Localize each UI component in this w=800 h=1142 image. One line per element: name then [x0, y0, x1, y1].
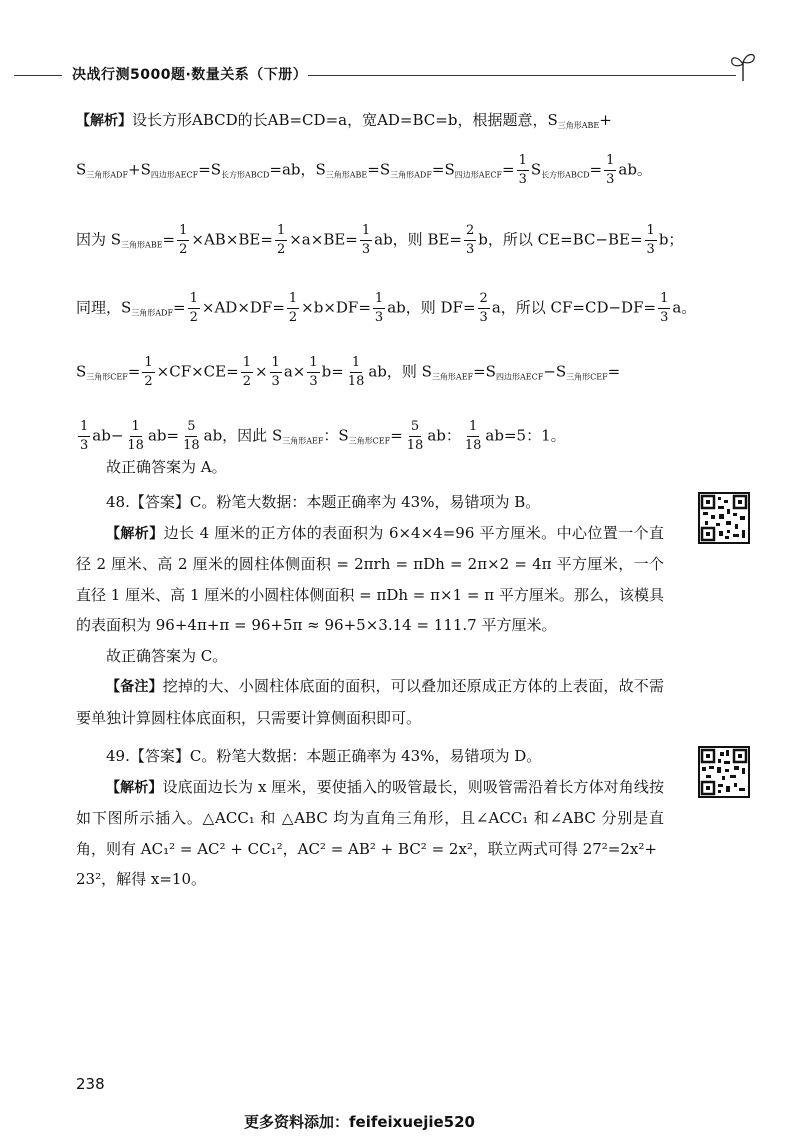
- denominator: 3: [606, 172, 615, 187]
- numerator: 1: [373, 290, 385, 309]
- denominator: 3: [646, 242, 655, 257]
- numerator: 1: [177, 222, 189, 241]
- fraction: [464, 222, 476, 259]
- text: =S: [198, 160, 222, 179]
- text: =S: [431, 160, 455, 179]
- numerator: 1: [658, 290, 670, 309]
- subscript: 三角形CEF: [86, 372, 128, 382]
- text: =: [173, 298, 186, 317]
- text: ab=5：1。: [485, 426, 566, 445]
- fraction: [373, 290, 385, 327]
- text: S: [530, 160, 542, 179]
- analysis-paragraph: [76, 772, 664, 865]
- text: a×: [283, 362, 306, 381]
- denominator: 2: [189, 310, 198, 325]
- text: =: [502, 160, 515, 179]
- text: b；: [658, 230, 684, 249]
- qr-code-49[interactable]: [698, 746, 750, 798]
- page-number: 238: [76, 1075, 105, 1093]
- text: =: [589, 160, 603, 179]
- numerator: 5: [409, 418, 421, 437]
- denominator: 18: [183, 438, 200, 453]
- numerator: 1: [517, 152, 529, 171]
- qr-code-icon: [700, 748, 748, 796]
- numerator: 1: [350, 354, 362, 373]
- fraction: [287, 290, 299, 327]
- text: =: [162, 230, 176, 249]
- fraction: [658, 290, 670, 327]
- numerator: 1: [275, 222, 287, 241]
- subscript: 三角形ADF: [86, 170, 129, 180]
- denominator: 3: [660, 310, 669, 325]
- numerator: 5: [185, 418, 197, 437]
- denominator: 2: [242, 374, 251, 389]
- text: b=: [321, 362, 344, 381]
- fraction: [346, 354, 367, 391]
- denominator: 18: [464, 438, 482, 453]
- conclusion-text: 故正确答案为 A。: [106, 458, 227, 476]
- text: ab，则 S: [368, 362, 432, 381]
- numerator: 1: [241, 354, 253, 373]
- solution-47-line-1: [76, 110, 612, 136]
- text: ab−: [92, 426, 124, 445]
- note-paragraph: [76, 671, 664, 733]
- analysis-tag: 【解析】: [76, 113, 132, 129]
- fraction: [188, 290, 200, 327]
- header-rule-right: [308, 75, 736, 76]
- subscript: 四边形AECF: [150, 170, 199, 180]
- text: b，所以 CE=BC−BE=: [478, 230, 643, 249]
- denominator: 3: [374, 310, 384, 325]
- sprout-icon: [728, 48, 758, 82]
- text: ab，则 DF=: [387, 298, 476, 317]
- text: ×a×BE=: [289, 230, 358, 249]
- denominator: 3: [80, 438, 89, 453]
- denominator: 3: [361, 242, 371, 257]
- fraction: [181, 418, 202, 455]
- text: ：S: [323, 426, 349, 445]
- text: S: [76, 362, 87, 381]
- solution-47-line-3: [76, 222, 683, 259]
- numerator: 1: [307, 354, 319, 373]
- numerator: 2: [478, 290, 490, 309]
- numerator: 1: [188, 290, 200, 309]
- denominator: 18: [406, 438, 424, 453]
- subscript: 三角形CEF: [566, 372, 608, 382]
- text: ab，因此 S: [203, 426, 283, 445]
- denominator: 18: [347, 374, 365, 389]
- fraction: [275, 222, 287, 259]
- note-text: 挖掉的大、小圆柱体底面的面积，可以叠加还原成正方体的上表面，故不需要单独计算圆柱体底面积，只需要计算侧面积即可。: [76, 677, 664, 727]
- text: ×CF×CE=: [156, 362, 239, 381]
- note-tag: 【备注】: [106, 679, 163, 695]
- text: =: [390, 426, 403, 445]
- denominator: 2: [288, 310, 298, 325]
- text: ×: [254, 362, 268, 381]
- subscript: 三角形ADF: [131, 308, 174, 318]
- text: =S: [367, 160, 391, 179]
- text: 同理，S: [76, 298, 132, 317]
- fraction: [270, 354, 282, 391]
- text: 因为 S: [76, 230, 122, 249]
- subscript: 三角形ADF: [390, 170, 432, 180]
- numerator: 1: [78, 418, 90, 437]
- fraction: [177, 222, 189, 259]
- subscript: 三角形ABE: [121, 240, 163, 250]
- fraction: [463, 418, 484, 455]
- text: ×AB×BE=: [191, 230, 273, 249]
- analysis-text-end: 23²，解得 x=10。: [76, 870, 206, 888]
- analysis-text: 设底面边长为 x 厘米，要使插入的吸管最长，则吸管需沿着长方体对角线按如下图所示插入。△ACC₁ 和 △ABC 均为直角三角形，且∠ACC₁ 和∠ABC 分别是直角，则有 AC₁² = AC² + CC₁²，AC² = AB² + BC² = 2x²，联立两式可得 27²=2x²+: [76, 777, 665, 858]
- denominator: 2: [276, 242, 286, 257]
- fraction: [405, 418, 426, 455]
- fraction: [517, 152, 529, 189]
- text: a。: [672, 298, 697, 317]
- denominator: 2: [179, 242, 188, 257]
- numerator: 2: [464, 222, 476, 241]
- qr-code-icon: [700, 494, 748, 542]
- analysis-tag: 【解析】: [106, 779, 163, 796]
- text: =: [607, 362, 621, 381]
- fraction: [142, 354, 154, 391]
- text: =: [127, 362, 141, 381]
- text: ×b×DF=: [301, 298, 371, 317]
- numerator: 1: [270, 354, 282, 373]
- fraction: [360, 222, 372, 259]
- text: ab=: [147, 426, 180, 445]
- solution-47-line-6: [76, 418, 566, 455]
- question-49: [76, 741, 664, 895]
- solution-47-line-5: [76, 354, 620, 391]
- denominator: 3: [479, 310, 488, 325]
- fraction: [125, 418, 146, 455]
- numerator: 1: [604, 152, 616, 171]
- text: +S: [128, 160, 151, 179]
- denominator: 3: [309, 374, 318, 389]
- subscript: 三角形ABE: [557, 121, 600, 130]
- denominator: 18: [127, 438, 144, 453]
- fraction: [645, 222, 657, 259]
- text: 设长方形ABCD的长AB=CD=a，宽AD=BC=b，根据题意，S: [132, 111, 558, 129]
- solution-47-line-4: [76, 290, 696, 327]
- text: ab：: [427, 426, 461, 445]
- footer-contact: 更多资料添加：feifeixuejie520: [244, 1113, 475, 1131]
- fraction: [78, 418, 90, 455]
- text: a，所以 CF=CD−DF=: [491, 298, 657, 317]
- denominator: 3: [466, 242, 475, 257]
- running-header: [0, 58, 760, 88]
- question-48: [76, 487, 664, 733]
- text: ab，则 BE=: [374, 230, 462, 249]
- subscript: 四边形AECF: [454, 170, 503, 180]
- header-rule-left: [14, 75, 62, 76]
- subscript: 三角形AEF: [431, 372, 474, 382]
- fraction: [478, 290, 490, 327]
- denominator: 3: [271, 374, 280, 389]
- subscript: 长方形ABCD: [541, 170, 590, 180]
- qr-code-48[interactable]: [698, 492, 750, 544]
- numerator: 1: [645, 222, 657, 241]
- numerator: 1: [360, 222, 372, 241]
- solution-47-conclusion: [76, 452, 664, 483]
- text: =ab，S: [269, 160, 326, 179]
- fraction: [241, 354, 253, 391]
- numerator: 1: [287, 290, 299, 309]
- subscript: 四边形AECF: [495, 372, 544, 382]
- subscript: 长方形ABCD: [221, 170, 270, 180]
- analysis-text: 边长 4 厘米的正方体的表面积为 6×4×4=96 平方厘米。中心位置一个直径 2 厘米、高 2 厘米的圆柱体侧面积 = 2πrh = πDh = 2π×2 = 4π 平方厘米，一个直径 1 厘米、高 1 厘米的小圆柱体侧面积 = πDh = π×1 = π 平方厘米。那么，该模具的表面积为 96+4π+π = 96+5π ≈ 96+5×3.14 = 111.7 平方厘米。: [76, 523, 664, 634]
- answer-line: 49.【答案】C。粉笔大数据：本题正确率为 43%，易错项为 D。: [106, 747, 542, 765]
- fraction: [604, 152, 616, 189]
- subscript: 三角形CEF: [348, 436, 391, 446]
- numerator: 1: [130, 418, 142, 437]
- answer-line: 48.【答案】C。粉笔大数据：本题正确率为 43%，易错项为 B。: [106, 493, 541, 511]
- denominator: 2: [144, 374, 153, 389]
- numerator: 1: [142, 354, 154, 373]
- text: S: [76, 160, 87, 179]
- numerator: 1: [467, 418, 479, 437]
- solution-47-line-2: [76, 152, 652, 189]
- fraction: [307, 354, 319, 391]
- analysis-paragraph: [76, 518, 664, 641]
- text: −S: [543, 362, 567, 381]
- text: +: [599, 111, 612, 129]
- text: ab。: [618, 160, 652, 179]
- text: ×AD×DF=: [201, 298, 285, 317]
- denominator: 3: [518, 172, 527, 187]
- conclusion-text: 故正确答案为 C。: [106, 646, 228, 665]
- analysis-tag: 【解析】: [106, 525, 164, 542]
- text: =S: [473, 362, 496, 381]
- header-title: 决战行测5000题·数量关系（下册）: [72, 67, 308, 83]
- subscript: 三角形AEF: [282, 436, 324, 446]
- subscript: 三角形ABE: [325, 170, 368, 180]
